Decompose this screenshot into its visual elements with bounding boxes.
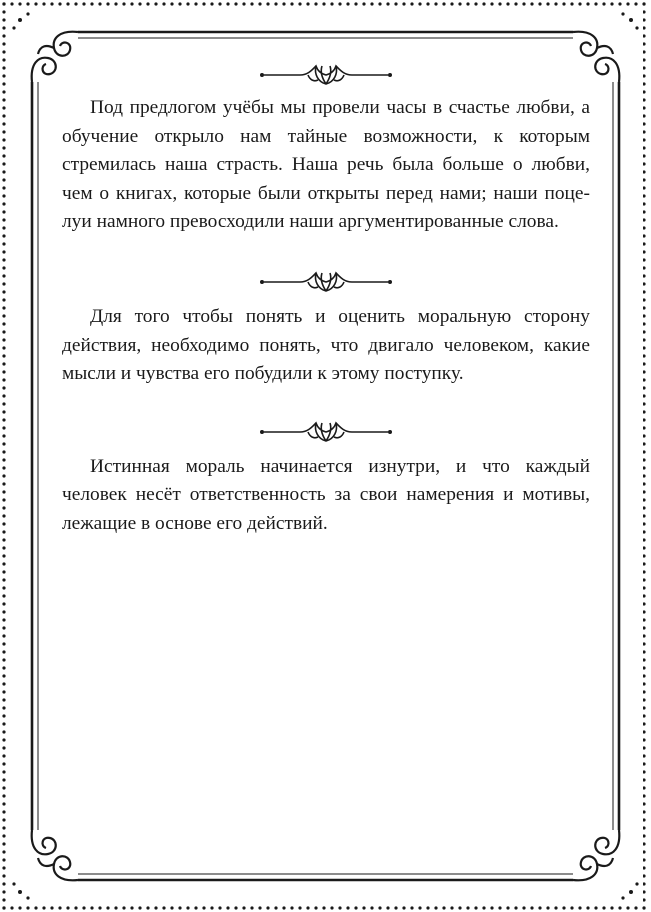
paragraph-2: Для того чтобы понять и оценить моральную сторону действия, необходимо понять, что двигало человеком, какие мысли и чувства его побудили к этому поступку. [62,305,590,385]
scroll-corner-bottom-left [32,830,78,880]
paragraph-3: Истинная мораль начинается изнутри, и что каждый человек несёт ответственность за свои намерения и мотивы, лежащие в основе его действий. [62,455,590,534]
scroll-corner-bottom-right [573,830,619,880]
paragraph-1: Под предлогом учёбы мы провели часы в счастье любви, а обучение открыло нам тайные возможности, к которым стремилась наша страсть. Наша речь была больше о любви, чем о книгах, которые были открыты перед нами; наши поцелуи намного превосходили наши аргументированные слова. [62,97,590,233]
fleuron-divider-icon [260,60,392,90]
fleuron-divider-icon [260,267,392,297]
fleuron-divider-icon [260,417,392,447]
page-content [62,60,590,539]
